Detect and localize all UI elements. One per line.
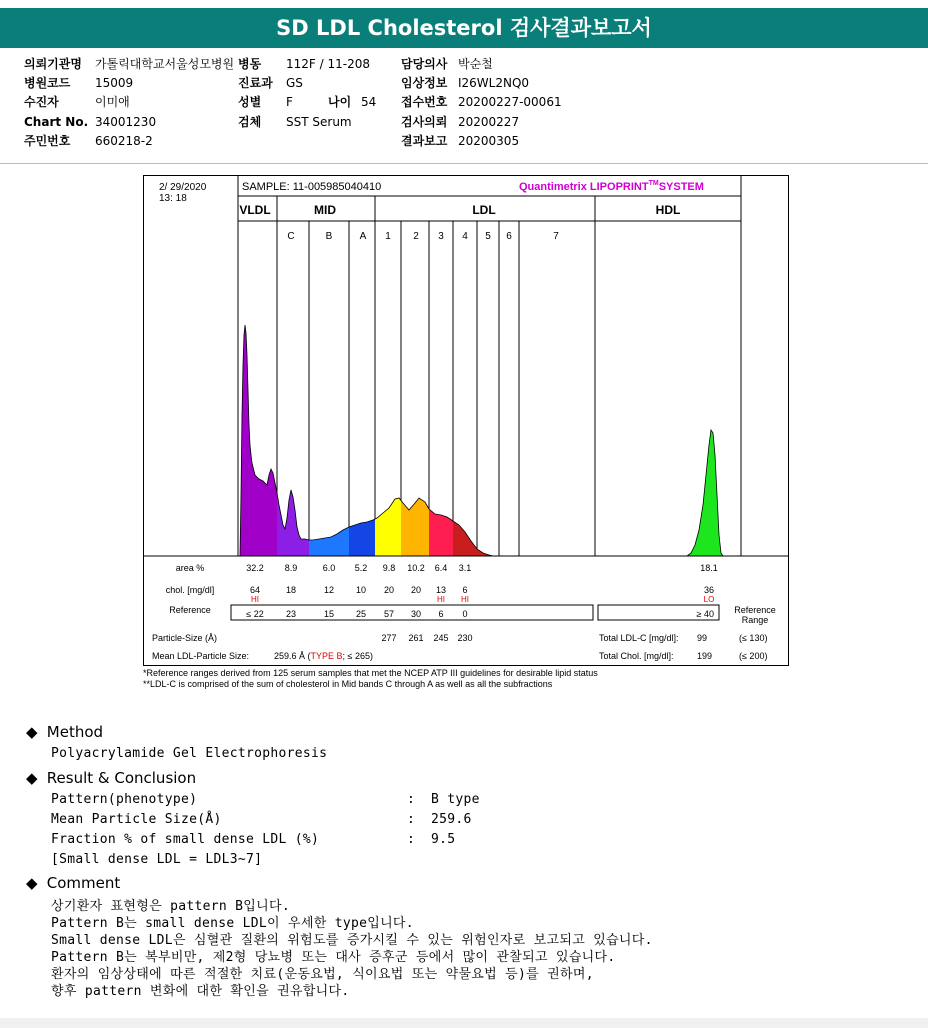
info-value: 20200305: [458, 134, 520, 148]
result-value: 259.6: [431, 812, 472, 827]
info-key: 임상정보: [401, 76, 448, 90]
info-key: 접수번호: [401, 95, 448, 109]
info-key: 수진자: [24, 95, 59, 109]
area-value: 9.8: [382, 563, 396, 573]
area-value: 6.0: [322, 563, 336, 573]
right-range-label: Range: [741, 615, 769, 625]
row-label-ref: Reference: [169, 605, 211, 615]
info-key: 병원코드: [24, 76, 71, 90]
info-value: 20200227: [458, 115, 520, 129]
info-key: Chart No.: [24, 115, 89, 129]
report-time: 13: 18: [159, 193, 187, 204]
result-colon: :: [407, 832, 416, 847]
info-key: 성별: [238, 95, 262, 109]
chol-value: 18: [285, 585, 297, 595]
info-key: 주민번호: [24, 134, 71, 148]
mean-size-ref: ; ≤ 265): [342, 651, 374, 661]
report-title: SD LDL Cholesterol 검사결과보고서: [0, 8, 928, 48]
info-key: 담당의사: [401, 57, 448, 71]
row-label-area: area %: [175, 563, 205, 573]
band-label-5: 5: [485, 231, 491, 242]
area-value: 6.4: [434, 563, 448, 573]
hdl-chol: 36: [703, 585, 715, 595]
info-key: 의뢰기관명: [24, 57, 82, 71]
diamond-icon: ◆: [26, 874, 38, 892]
hdl-area: 18.1: [700, 563, 718, 573]
comment-line: 향후 pattern 변화에 대한 확인을 권유합니다.: [51, 984, 350, 999]
mean-size-value: 259.6 Å (: [274, 651, 311, 661]
comment-title: Comment: [46, 874, 121, 892]
result-colon: :: [407, 812, 416, 827]
comment-line: Pattern B는 small dense LDL이 우세한 type입니다.: [51, 916, 414, 931]
info-value: I26WL2NQ0: [458, 76, 530, 90]
method-title: Method: [46, 723, 104, 741]
band-fill-5: [401, 498, 429, 556]
chol-value: 6: [462, 585, 468, 595]
info-key: 검사의뢰: [401, 115, 448, 129]
row-label-chol: chol. [mg/dl]: [165, 585, 215, 595]
info-key: 검체: [238, 115, 262, 129]
footnote: *Reference ranges derived from 125 serum samples that met the NCEP ATP III guidelines for desirable lipid status: [143, 668, 598, 678]
band-label-7: 7: [553, 231, 559, 242]
brand-tm: TM: [648, 180, 659, 187]
info-key: 병동: [238, 57, 262, 71]
hdl-flag: LO: [703, 595, 715, 604]
info-value: 112F / 11-208: [286, 57, 370, 71]
ref-value: 0: [462, 609, 468, 619]
comment-line: Pattern B는 복부비만, 제2형 당뇨병 또는 대사 증후군 등에서 많이 관찰되고 있습니다.: [51, 950, 616, 965]
total-chol-ref: (≤ 200): [739, 651, 768, 661]
method-heading: [26, 723, 103, 741]
total-ldl-label: Total LDL-C [mg/dl]:: [599, 633, 679, 643]
band-label-a: A: [359, 231, 367, 242]
mean-size: [274, 651, 373, 661]
area-value: 10.2: [407, 563, 425, 573]
info-value: 15009: [95, 76, 134, 90]
result-label: Fraction % of small dense LDL (%): [51, 832, 320, 847]
result-value: 9.5: [431, 832, 456, 847]
ref-value: 15: [323, 609, 335, 619]
particle-size-value: 230: [457, 633, 473, 643]
hdl-ref: ≥ 40: [696, 609, 714, 619]
comment-line: 환자의 임상상태에 따른 적절한 치료(운동요법, 식이요법 또는 약물요법 등)를 권하며,: [51, 967, 594, 982]
patient-info: [0, 55, 928, 155]
area-value: 5.2: [354, 563, 368, 573]
info-value: 660218-2: [95, 134, 153, 148]
band-label-c: C: [287, 231, 295, 242]
chol-value: 12: [323, 585, 335, 595]
area-value: 3.1: [458, 563, 472, 573]
chol-value: 20: [383, 585, 395, 595]
row-label-particle: Particle-Size (Å): [152, 633, 218, 643]
band-label-1: 1: [385, 231, 391, 242]
info-value: 54: [361, 95, 377, 109]
comment-heading: [26, 874, 120, 892]
comment-line: Small dense LDL은 심혈관 질환의 위험도를 증가시킬 수 있는 위험인자로 보고되고 있습니다.: [51, 933, 653, 948]
info-value: SST Serum: [286, 115, 352, 129]
band-label-6: 6: [506, 231, 512, 242]
info-value: 이미애: [95, 95, 130, 109]
diamond-icon: ◆: [26, 723, 38, 741]
band-label-3: 3: [438, 231, 444, 242]
total-chol-label: Total Chol. [mg/dl]:: [599, 651, 674, 661]
ref-value: 25: [355, 609, 367, 619]
result-value: B type: [431, 792, 480, 807]
group-label-mid: MID: [314, 203, 336, 217]
footnote: **LDL-C is comprised of the sum of cholesterol in Mid bands C through A as well as all the subfractions: [143, 679, 553, 689]
ref-value: ≤ 22: [246, 609, 264, 619]
area-value: 32.2: [246, 563, 264, 573]
comment-line: 상기환자 표현형은 pattern B입니다.: [51, 899, 290, 914]
particle-size-value: 261: [408, 633, 424, 643]
method-text: Polyacrylamide Gel Electrophoresis: [51, 746, 328, 761]
info-value: F: [286, 95, 293, 109]
chol-value: 13: [435, 585, 447, 595]
total-ldl-ref: (≤ 130): [739, 633, 768, 643]
band-label-4: 4: [462, 231, 468, 242]
report-date: 2/ 29/2020: [159, 182, 207, 193]
result-label: Mean Particle Size(Å): [51, 812, 222, 827]
brand-system: SYSTEM: [658, 181, 704, 193]
info-value: 가톨릭대학교서울성모병원: [95, 57, 235, 71]
result-label: Pattern(phenotype): [51, 792, 198, 807]
info-value: 박순철: [458, 57, 493, 71]
info-key: 결과보고: [401, 134, 448, 148]
chol-value: 20: [410, 585, 422, 595]
ref-value: 6: [438, 609, 444, 619]
sample-id: SAMPLE: 11-005985040410: [242, 181, 382, 193]
total-ldl-value: 99: [697, 633, 708, 643]
footer-bar: [0, 1018, 928, 1028]
band-label-b: B: [325, 231, 333, 242]
result-colon: :: [407, 792, 416, 807]
group-label-ldl: LDL: [472, 203, 496, 217]
brand-name: [519, 180, 704, 193]
info-value: GS: [286, 76, 303, 90]
info-value: 34001230: [95, 115, 157, 129]
chol-flag: HI: [251, 595, 259, 604]
chol-value: 64: [249, 585, 261, 595]
info-key: 진료과: [238, 76, 273, 90]
band-label-2: 2: [413, 231, 419, 242]
divider: [0, 163, 928, 164]
particle-size-value: 277: [381, 633, 397, 643]
brand-text: Quantimetrix LIPOPRINT: [519, 181, 649, 193]
ref-value: 57: [383, 609, 395, 619]
result-title: Result & Conclusion: [46, 769, 197, 787]
info-value: 20200227-00061: [458, 95, 562, 109]
group-label-vldl: VLDL: [239, 203, 271, 217]
chol-value: 10: [355, 585, 367, 595]
chol-flag: HI: [461, 595, 469, 604]
row-label-mean: Mean LDL-Particle Size:: [152, 651, 250, 661]
right-ref-label: Reference: [734, 605, 776, 615]
result-heading: [26, 769, 196, 787]
result-note: [Small dense LDL = LDL3~7]: [51, 852, 263, 867]
diamond-icon: ◆: [26, 769, 38, 787]
info-key: 나이: [328, 95, 352, 109]
area-value: 8.9: [284, 563, 298, 573]
total-chol-value: 199: [697, 651, 713, 661]
group-label-hdl: HDL: [655, 203, 681, 217]
mean-size-type: TYPE B: [310, 651, 343, 661]
particle-size-value: 245: [433, 633, 449, 643]
ref-value: 30: [410, 609, 422, 619]
ref-value: 23: [285, 609, 297, 619]
lipoprint-report: [143, 175, 789, 667]
chol-flag: HI: [437, 595, 445, 604]
